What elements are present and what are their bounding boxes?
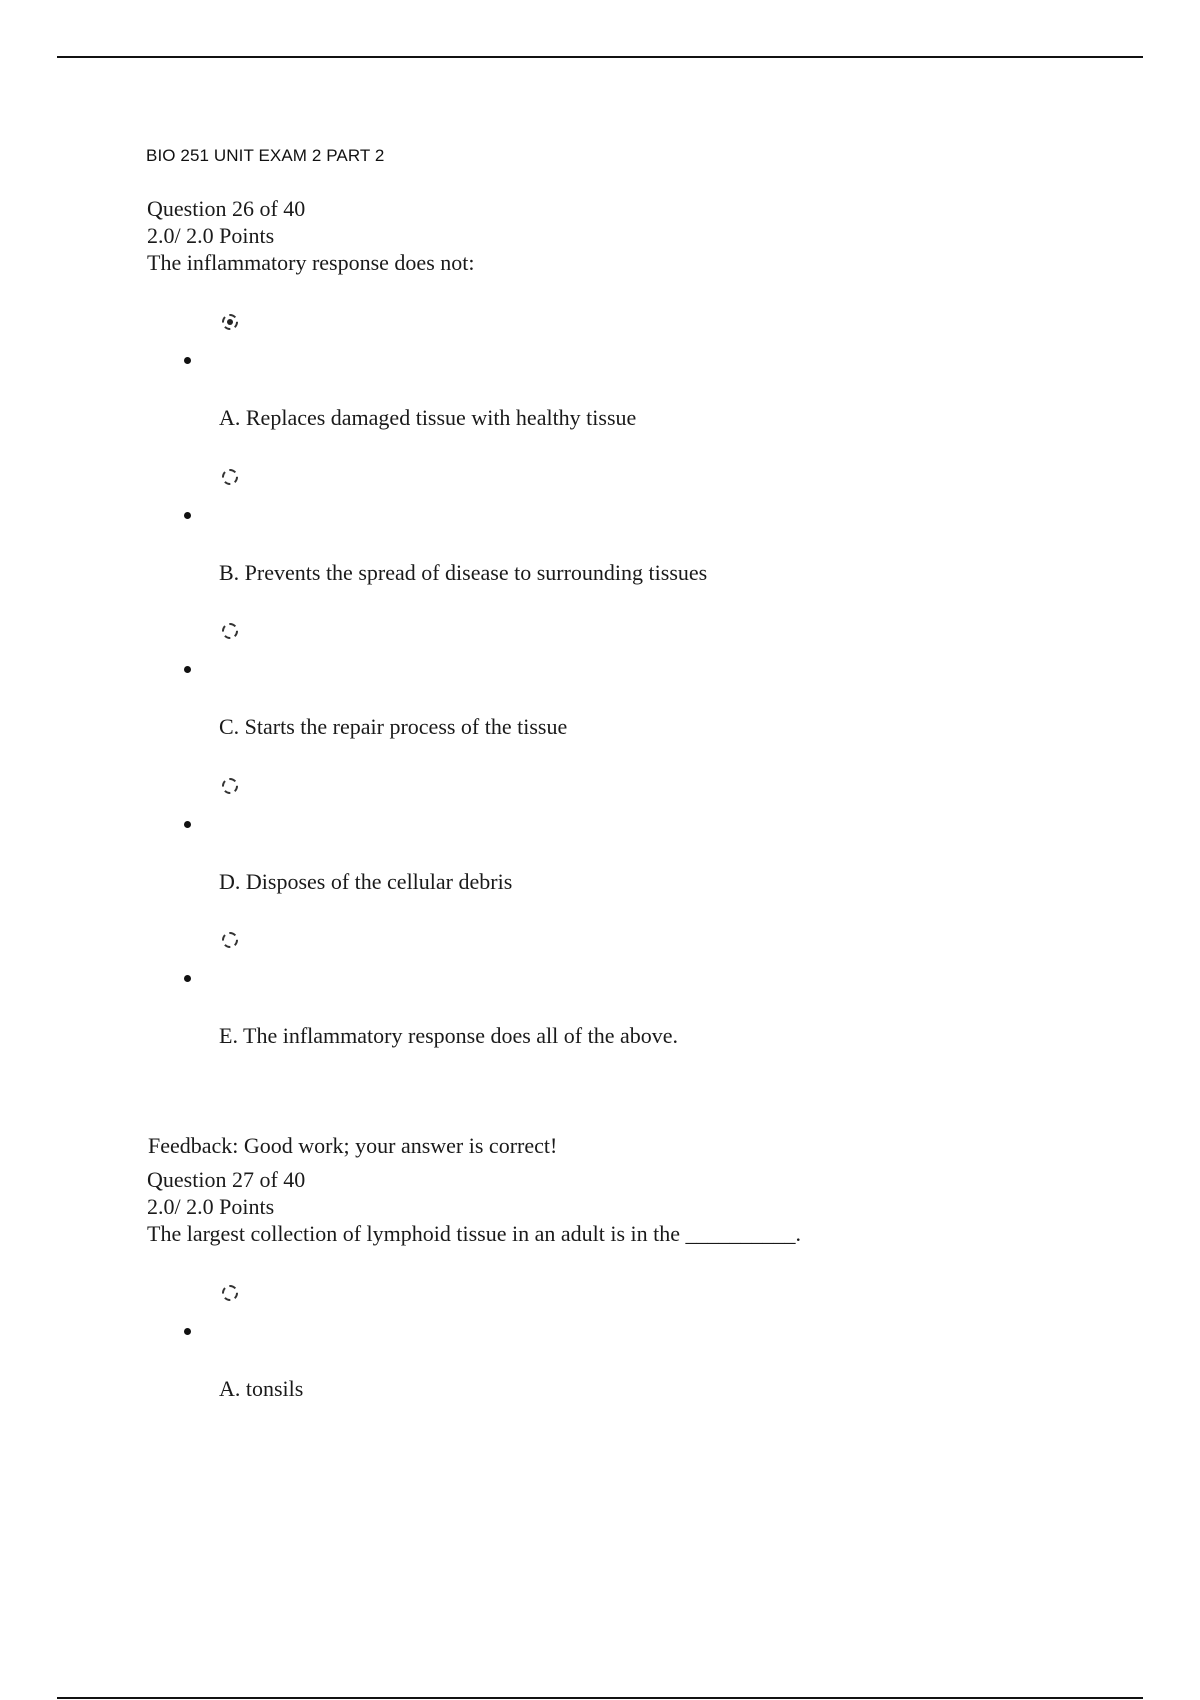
question-26-header <box>147 195 474 276</box>
question-points: 2.0/ 2.0 Points <box>147 1194 275 1219</box>
option-label: E. The inflammatory response does all of the above. <box>219 1023 679 1048</box>
document-title: BIO 251 UNIT EXAM 2 PART 2 <box>146 146 385 165</box>
option-label: B. Prevents the spread of disease to surrounding tissues <box>219 560 708 585</box>
bullet-icon <box>184 975 191 982</box>
option-a[interactable] <box>0 1283 900 1433</box>
option-e[interactable] <box>0 930 900 1080</box>
option-label: A. tonsils <box>219 1376 304 1401</box>
bullet-icon <box>184 357 191 364</box>
option-d[interactable] <box>0 776 900 926</box>
radio-button-icon[interactable] <box>222 469 238 485</box>
bullet-icon <box>184 666 191 673</box>
answer-feedback: Feedback: Good work; your answer is correct! <box>148 1133 558 1158</box>
option-label: D. Disposes of the cellular debris <box>219 869 513 894</box>
bullet-icon <box>184 512 191 519</box>
question-number: Question 27 of 40 <box>147 1167 306 1192</box>
option-a[interactable] <box>0 312 900 462</box>
option-b[interactable] <box>0 467 900 617</box>
option-label: C. Starts the repair process of the tissue <box>219 714 568 739</box>
radio-button-icon[interactable] <box>222 623 238 639</box>
question-number: Question 26 of 40 <box>147 196 306 221</box>
radio-button-icon[interactable] <box>222 778 238 794</box>
question-27-header <box>147 1166 801 1247</box>
top-divider <box>57 56 1143 58</box>
question-prompt: The inflammatory response does not: <box>147 250 475 275</box>
bullet-icon <box>184 821 191 828</box>
radio-button-icon[interactable] <box>222 314 238 330</box>
option-c[interactable] <box>0 621 900 771</box>
radio-button-icon[interactable] <box>222 1285 238 1301</box>
option-label: A. Replaces damaged tissue with healthy tissue <box>219 405 637 430</box>
question-points: 2.0/ 2.0 Points <box>147 223 275 248</box>
radio-button-icon[interactable] <box>222 932 238 948</box>
question-prompt: The largest collection of lymphoid tissue in an adult is in the __________. <box>147 1221 801 1246</box>
bullet-icon <box>184 1328 191 1335</box>
bottom-divider <box>57 1697 1143 1699</box>
